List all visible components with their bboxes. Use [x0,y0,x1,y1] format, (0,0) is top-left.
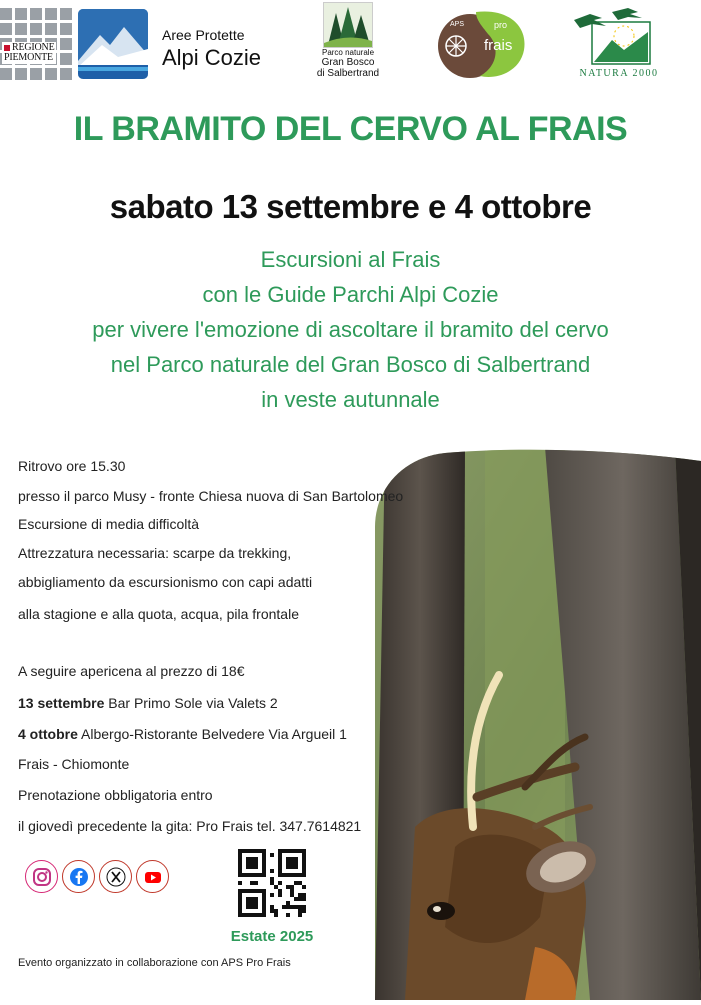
alpi-cozie-line1: Aree Protette [162,27,245,43]
date2-label: 4 ottobre [18,726,78,742]
subtitle-line: Escursioni al Frais [260,247,441,272]
gbs-line2: Gran Bosco [321,57,375,68]
info-apericena: A seguire apericena al prezzo di 18€ [18,663,245,679]
event-title: IL BRAMITO DEL CERVO AL FRAIS [73,110,628,148]
regione-line2: PIEMONTE [4,52,53,63]
event-date: sabato 13 settembre e 4 ottobre [109,188,592,225]
frais-text: frais [484,37,513,54]
natura2000-logo [572,6,666,78]
info-ritrovo: Ritrovo ore 15.30 [18,458,126,474]
subtitle-line: per vivere l'emozione di ascoltare il bramito del cervo [92,317,609,342]
estate-label: Estate 2025 [230,928,314,945]
youtube-icon[interactable] [136,860,169,893]
gran-bosco-logo [314,2,382,82]
subtitle-line: nel Parco naturale del Gran Bosco di Salbertrand [110,352,591,377]
aps-text: APS [450,21,465,28]
qr-code[interactable] [238,849,306,917]
date2-place: Albergo-Ristorante Belvedere Via Argueil 1 [81,726,347,742]
info-abbigliamento: abbigliamento da escursionismo con capi adatti [18,574,313,590]
info-stagione: alla stagione e alla quota, acqua, pila frontale [18,606,299,622]
date1-place: Bar Primo Sole via Valets 2 [108,695,278,711]
footer-note: Evento organizzato in collaborazione con APS Pro Frais [18,957,291,969]
regione-piemonte-logo [0,8,72,80]
instagram-icon[interactable] [25,860,58,893]
info-localita: Frais - Chiomonte [18,756,130,772]
info-date2 [18,726,347,742]
flag-icon [4,45,10,51]
gbs-line1: Parco naturale [321,48,375,57]
regione-line1: REGIONE [12,42,55,53]
natura2000-label: NATURA 2000 [579,68,659,79]
mountain-icon [78,9,148,79]
info-attrezzatura: Attrezzatura necessaria: scarpe da trekking, [18,545,292,561]
info-date1 [18,695,278,711]
gbs-line3: di Salbertrand [316,68,380,79]
natura2000-emblem-icon [572,6,666,66]
x-icon[interactable] [99,860,132,893]
pro-frais-logo [436,6,528,80]
forest-icon [323,2,373,48]
event-subtitle [0,242,701,417]
info-difficolta: Escursione di media difficoltà [18,516,200,532]
date1-label: 13 settembre [18,695,105,711]
deer-photo [375,447,701,1000]
pro-text: pro [494,20,508,30]
facebook-icon[interactable] [62,860,95,893]
info-presso: presso il parco Musy - fronte Chiesa nuova di San Bartolomeo [18,488,404,504]
info-giovedi: il giovedì precedente la gita: Pro Frais tel. 347.7614821 [18,818,362,834]
alpi-cozie-logo [78,9,278,81]
alpi-cozie-line2: Alpi Cozie [162,45,262,70]
info-prenotazione: Prenotazione obbligatoria entro [18,787,213,803]
subtitle-line: in veste autunnale [261,387,440,412]
subtitle-line: con le Guide Parchi Alpi Cozie [202,282,499,307]
